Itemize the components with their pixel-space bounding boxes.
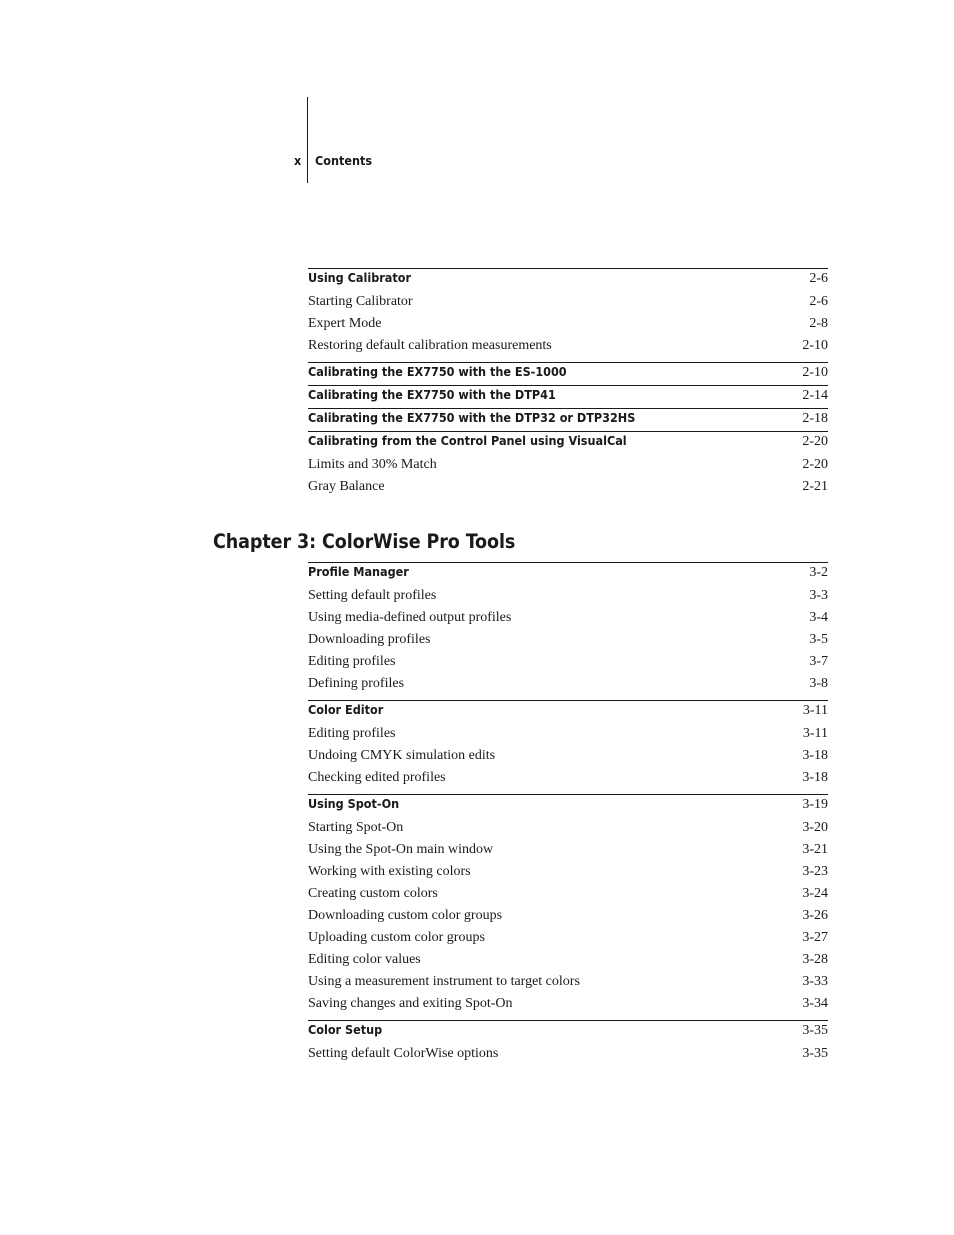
toc-heading-row[interactable]: [308, 701, 828, 723]
toc-page-number: 3-35: [802, 1046, 828, 1061]
toc-page-number: 2-8: [809, 316, 828, 331]
toc-page-number: 3-18: [802, 748, 828, 763]
toc-group: [308, 408, 828, 431]
toc-page-number: 2-6: [809, 271, 828, 286]
toc-page-number: 3-27: [802, 930, 828, 945]
toc-entry-title: Expert Mode: [308, 316, 382, 331]
toc-page-number: 2-10: [802, 365, 828, 380]
toc-entry-row[interactable]: [308, 905, 828, 927]
toc-group: [308, 385, 828, 408]
header-rule: [307, 97, 308, 183]
toc-entry-row[interactable]: [308, 335, 828, 357]
toc-heading-row[interactable]: [308, 563, 828, 585]
toc-entry-title: Saving changes and exiting Spot-On: [308, 996, 513, 1011]
toc-heading-row[interactable]: [308, 363, 828, 385]
toc-entry-title: Using a measurement instrument to target colors: [308, 974, 580, 989]
chapter-title: Chapter 3: ColorWise Pro Tools: [213, 530, 516, 553]
toc-heading-title: Using Spot-On: [308, 796, 400, 811]
toc-heading-row[interactable]: [308, 386, 828, 408]
page-number: x: [294, 153, 302, 168]
toc-page-number: 3-28: [802, 952, 828, 967]
toc-entry-title: Downloading custom color groups: [308, 908, 503, 923]
toc-entry-row[interactable]: [308, 476, 828, 498]
toc-entry-row[interactable]: [308, 313, 828, 335]
toc-heading-title: Using Calibrator: [308, 270, 412, 285]
toc-page-number: 2-20: [802, 457, 828, 472]
toc-section-chapter-2: [308, 268, 828, 498]
toc-entry-title: Setting default ColorWise options: [308, 1046, 499, 1061]
toc-entry-title: Creating custom colors: [308, 886, 438, 901]
toc-page-number: 3-2: [809, 565, 828, 580]
toc-page-number: 2-21: [802, 479, 828, 494]
toc-page-number: 3-5: [809, 632, 828, 647]
toc-page-number: 3-35: [802, 1023, 828, 1038]
toc-entry-title: Working with existing colors: [308, 864, 471, 879]
toc-heading-title: Profile Manager: [308, 564, 409, 579]
toc-entry-row[interactable]: [308, 817, 828, 839]
toc-group: [308, 562, 828, 700]
toc-page-number: 2-6: [809, 294, 828, 309]
toc-page-number: 3-18: [802, 770, 828, 785]
toc-page-number: 3-8: [809, 676, 828, 691]
toc-entry-title: Checking edited profiles: [308, 770, 446, 785]
toc-page-number: 3-19: [802, 797, 828, 812]
toc-page-number: 3-33: [802, 974, 828, 989]
toc-page-number: 3-26: [802, 908, 828, 923]
toc-entry-row[interactable]: [308, 745, 828, 767]
toc-heading-row[interactable]: [308, 432, 828, 454]
toc-entry-row[interactable]: [308, 651, 828, 673]
toc-entry-title: Downloading profiles: [308, 632, 431, 647]
toc-group: [308, 700, 828, 794]
toc-entry-row[interactable]: [308, 971, 828, 993]
toc-entry-title: Starting Calibrator: [308, 294, 413, 309]
toc-entry-title: Editing color values: [308, 952, 421, 967]
toc-group: [308, 268, 828, 362]
toc-heading-title: Color Editor: [308, 702, 384, 717]
toc-entry-row[interactable]: [308, 1043, 828, 1065]
toc-heading-row[interactable]: [308, 795, 828, 817]
toc-heading-row[interactable]: [308, 409, 828, 431]
toc-group: [308, 1020, 828, 1065]
toc-heading-title: Calibrating from the Control Panel using VisualCal: [308, 433, 627, 448]
toc-entry-row[interactable]: [308, 723, 828, 745]
toc-entry-title: Uploading custom color groups: [308, 930, 485, 945]
toc-page-number: 2-18: [802, 411, 828, 426]
toc-entry-title: Editing profiles: [308, 654, 396, 669]
toc-page-number: 3-21: [802, 842, 828, 857]
toc-group: [308, 431, 828, 498]
toc-entry-row[interactable]: [308, 291, 828, 313]
toc-page-number: 2-10: [802, 338, 828, 353]
toc-entry-row[interactable]: [308, 673, 828, 695]
toc-entry-row[interactable]: [308, 607, 828, 629]
toc-page-number: 3-7: [809, 654, 828, 669]
toc-entry-title: Using media-defined output profiles: [308, 610, 512, 625]
toc-entry-title: Using the Spot-On main window: [308, 842, 494, 857]
toc-page-number: 3-4: [809, 610, 828, 625]
toc-heading-title: Calibrating the EX7750 with the DTP32 or DTP32HS: [308, 410, 636, 425]
toc-entry-title: Undoing CMYK simulation edits: [308, 748, 496, 763]
toc-entry-row[interactable]: [308, 454, 828, 476]
toc-page-number: 2-14: [802, 388, 828, 403]
toc-entry-title: Editing profiles: [308, 726, 396, 741]
toc-heading-title: Calibrating the EX7750 with the ES-1000: [308, 364, 567, 379]
toc-entry-row[interactable]: [308, 585, 828, 607]
toc-section-chapter-3: [308, 562, 828, 1065]
toc-heading-row[interactable]: [308, 1021, 828, 1043]
toc-heading-row[interactable]: [308, 269, 828, 291]
toc-page-number: 3-3: [809, 588, 828, 603]
running-head: Contents: [315, 153, 373, 168]
toc-entry-title: Starting Spot-On: [308, 820, 404, 835]
toc-entry-title: Restoring default calibration measurements: [308, 338, 552, 353]
toc-page-number: 3-11: [802, 726, 828, 741]
toc-entry-row[interactable]: [308, 927, 828, 949]
toc-entry-row[interactable]: [308, 993, 828, 1015]
toc-entry-title: Gray Balance: [308, 479, 385, 494]
toc-entry-row[interactable]: [308, 629, 828, 651]
toc-entry-row[interactable]: [308, 839, 828, 861]
toc-entry-row[interactable]: [308, 883, 828, 905]
toc-heading-title: Calibrating the EX7750 with the DTP41: [308, 387, 556, 402]
toc-entry-title: Setting default profiles: [308, 588, 437, 603]
toc-page-number: 3-34: [802, 996, 828, 1011]
toc-entry-title: Defining profiles: [308, 676, 405, 691]
toc-entry-row[interactable]: [308, 767, 828, 789]
toc-heading-title: Color Setup: [308, 1022, 383, 1037]
toc-group: [308, 794, 828, 1020]
toc-page-number: 3-11: [802, 703, 828, 718]
toc-page-number: 3-23: [802, 864, 828, 879]
toc-group: [308, 362, 828, 385]
toc-entry-title: Limits and 30% Match: [308, 457, 437, 472]
toc-page-number: 3-24: [802, 886, 828, 901]
toc-entry-row[interactable]: [308, 861, 828, 883]
toc-page-number: 3-20: [802, 820, 828, 835]
toc-page-number: 2-20: [802, 434, 828, 449]
toc-entry-row[interactable]: [308, 949, 828, 971]
